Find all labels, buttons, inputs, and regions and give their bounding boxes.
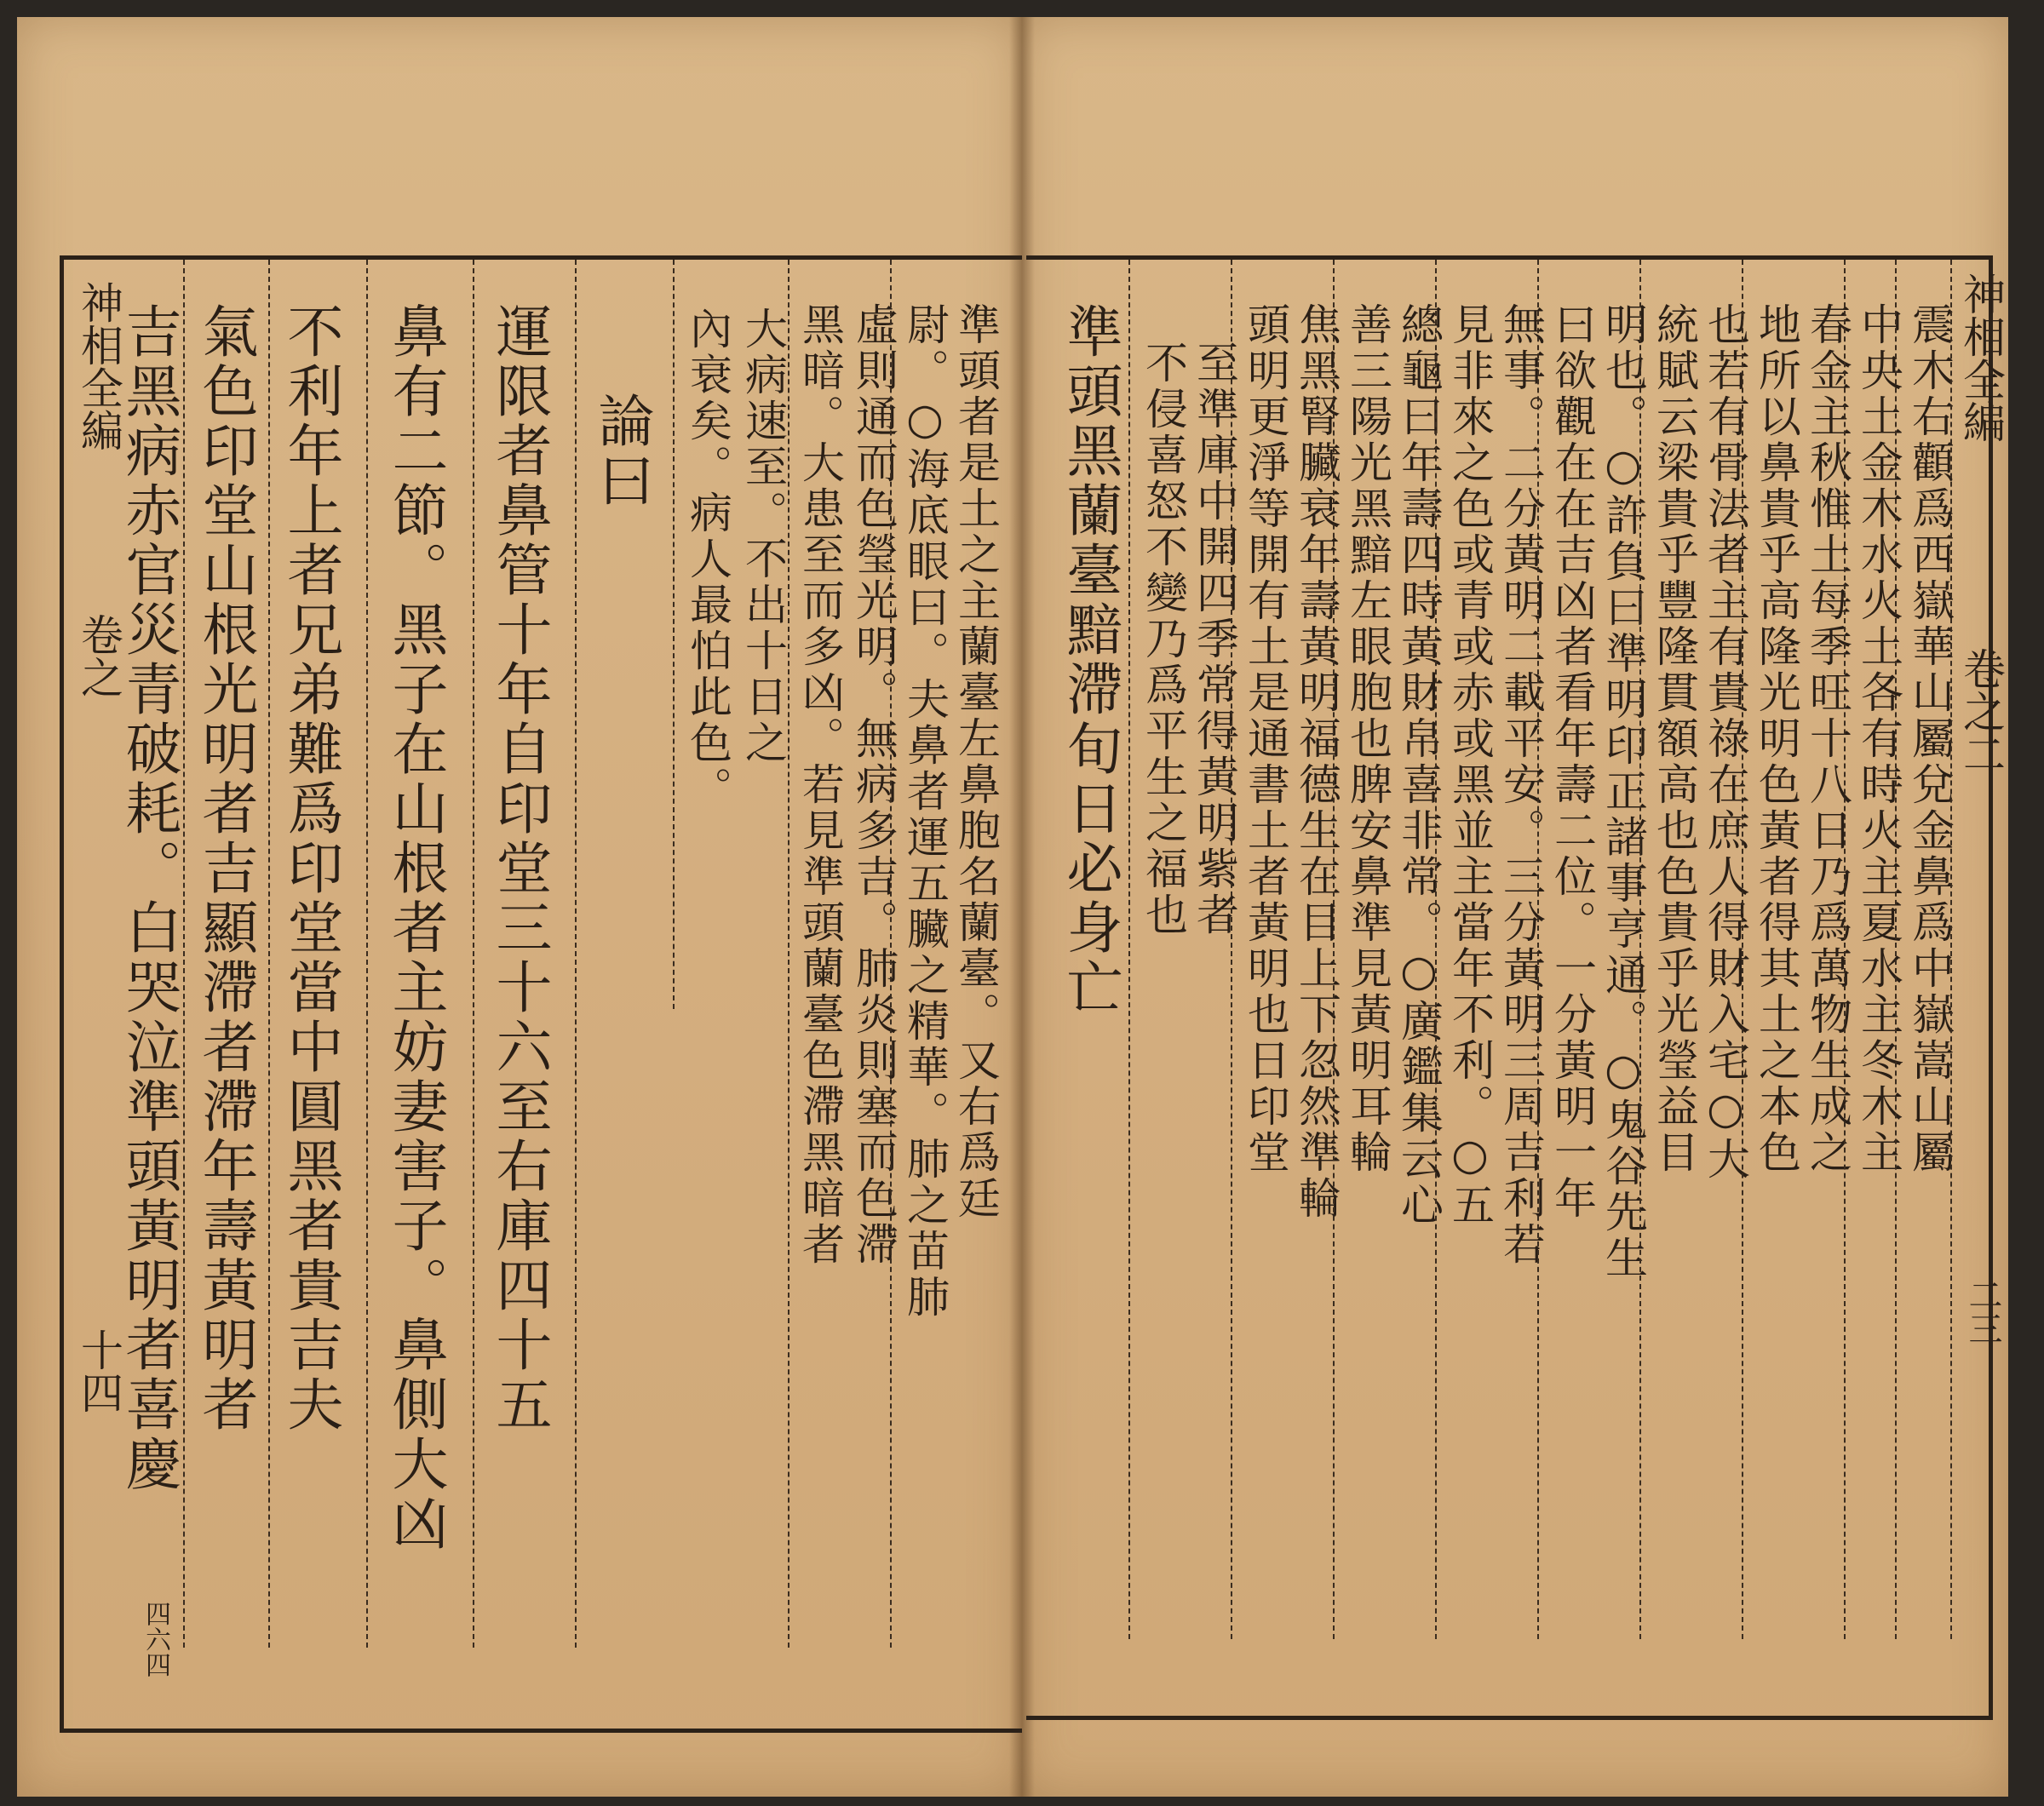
left-col-6: 論曰	[589, 392, 654, 511]
left-col-3: 不利年上者兄弟難爲印堂當中圓黑者貴吉夫	[278, 302, 343, 1435]
column-rule	[1435, 260, 1438, 1639]
left-col-2: 氣色印堂山根光明者吉顯滯者滯年壽黃明者	[192, 302, 258, 1435]
right-col-15: 春金主秋惟土每季旺十八日乃爲萬物生成之	[1803, 302, 1852, 1176]
right-col-14: 地所以鼻貴乎高隆光明色黃者得其土之本色	[1752, 302, 1801, 1176]
left-col-4: 鼻有二節。黑子在山根者主妨妻害子。鼻側大凶	[382, 302, 448, 1554]
right-col-7: 總龜曰年壽四時黃財帛喜非常。○廣鑑集云心	[1394, 302, 1444, 1229]
column-rule	[473, 260, 476, 1648]
column-rule	[1639, 260, 1643, 1639]
right-page-number: 二三	[1963, 1277, 2002, 1345]
right-col-16: 中央土金木水火土各有時火主夏水主冬木主	[1854, 302, 1903, 1176]
left-margin-title: 神相全編	[74, 281, 123, 451]
left-col-12: 準頭者是土之主蘭臺左鼻胞名蘭臺。又右爲廷	[951, 302, 1001, 1222]
right-col-8: 見非來之色或青或赤或黑並主當年不利。○五	[1445, 302, 1495, 1229]
right-margin-volume: 卷之二	[1956, 647, 2006, 775]
column-rule	[673, 260, 676, 1009]
column-rule	[1742, 260, 1745, 1639]
column-rule	[183, 260, 187, 1648]
right-col-11: 明也。○許負曰準明印正諸事亨通。○鬼谷先生	[1599, 302, 1648, 1281]
left-col-11: 尉。○海底眼曰。夫鼻者運五臟之精華。肺之苗肺	[900, 302, 950, 1321]
right-col-2: 不侵喜怒不變乃爲平生之福也	[1139, 341, 1188, 938]
right-col-10: 曰欲觀在在吉凶者看年壽二位。一分黃明一年	[1547, 302, 1597, 1222]
right-col-9: 無事。二分黃明二載平安。三分黃明三周吉利若	[1496, 302, 1546, 1268]
right-col-5: 焦黑腎臟衰年壽黃明福德生在目上下忽然準輪	[1292, 302, 1341, 1222]
left-col-9: 黑暗。大患至而多凶。若見準頭蘭臺色滯黑暗者	[795, 302, 845, 1268]
left-margin-volume: 卷之	[74, 613, 123, 698]
left-col-5: 運限者鼻管十年自印堂三十六至右庫四十五	[486, 302, 552, 1435]
column-rule	[1895, 260, 1898, 1639]
column-rule	[890, 260, 893, 1648]
left-col-7: 內衰矣。病人最怕此色。	[683, 307, 732, 812]
column-rule	[366, 260, 370, 1648]
left-col-8: 大病速至。不出十日之	[738, 307, 788, 766]
right-col-3: 至準庫中開四季常得黃明紫者	[1190, 341, 1239, 938]
right-col-12: 統賦云梁貴乎豐隆貫額高也色貴乎光瑩益目	[1650, 302, 1699, 1176]
column-rule	[268, 260, 272, 1648]
column-rule	[788, 260, 791, 1648]
column-rule	[1950, 260, 1954, 1639]
right-col-17: 震木右顴爲西嶽華山屬兌金鼻爲中嶽嵩山屬	[1905, 302, 1955, 1176]
right-col-1: 準頭黑蘭臺黯滯旬日必身亡	[1057, 302, 1122, 1018]
right-col-4: 頭明更淨等開有土是通書土者黃明也日印堂	[1241, 302, 1290, 1176]
right-margin-title: 神相全編	[1956, 272, 2006, 443]
column-rule	[575, 260, 578, 1648]
right-col-13: 也若有骨法者主有貴祿在庶人得財入宅○大	[1701, 302, 1750, 1183]
left-col-10: 虛則通而色瑩光明。無病多吉。肺炎則塞而色滯	[849, 302, 899, 1268]
left-margin-page: 十四	[74, 1328, 123, 1413]
right-col-6: 善三陽光黑黯左眼胞也脾安鼻準見黃明耳輪	[1343, 302, 1392, 1176]
left-col-1: 吉黑病赤官災青破耗。白哭泣準頭黃明者喜慶	[116, 302, 181, 1494]
column-rule	[1537, 260, 1541, 1639]
left-page-number: 四六四	[141, 1601, 170, 1677]
column-rule	[1333, 260, 1336, 1639]
column-rule	[1844, 260, 1847, 1639]
column-rule	[1231, 260, 1234, 1639]
column-rule	[1128, 260, 1132, 1639]
